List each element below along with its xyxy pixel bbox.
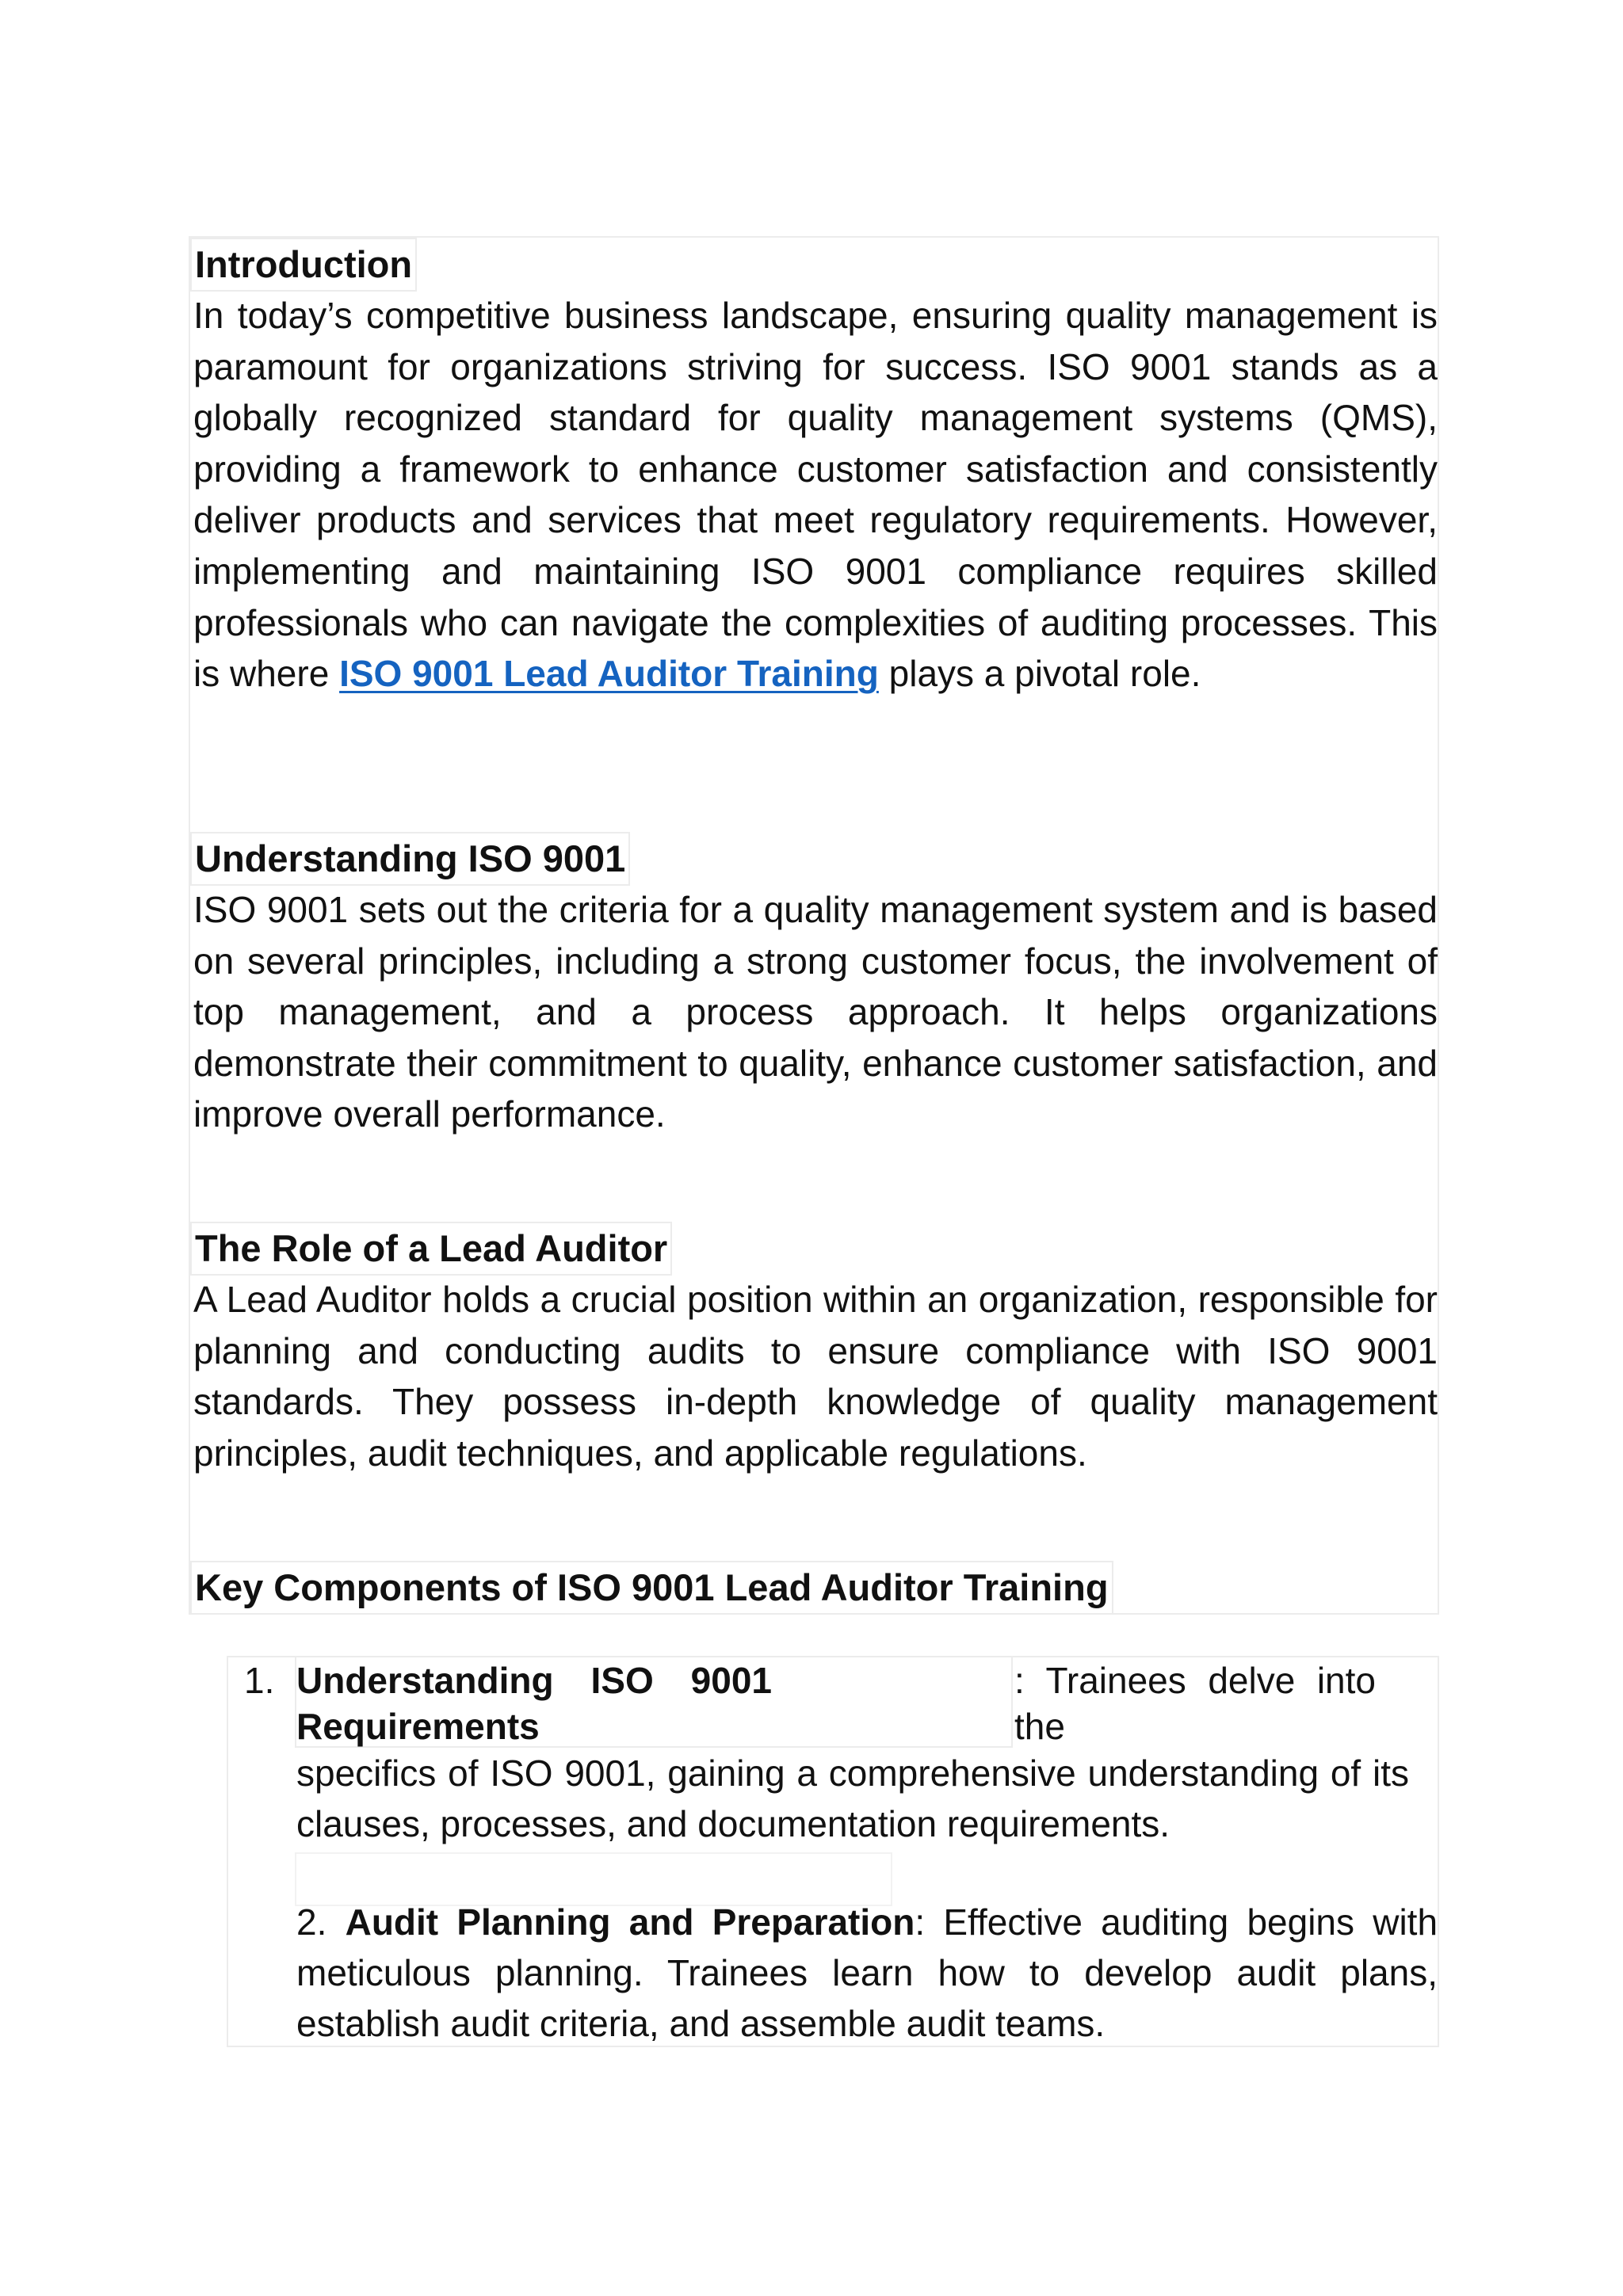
- list-item-title: Audit Planning and Preparation: [345, 1901, 915, 1943]
- introduction-heading: Introduction: [190, 238, 417, 292]
- list-item-lead-in: : Trainees delve into the: [1014, 1660, 1376, 1747]
- iso-9001-lead-auditor-training-link[interactable]: ISO 9001 Lead Auditor Training: [339, 653, 879, 695]
- list-item-number: 1.: [244, 1660, 275, 1701]
- key-components-heading: Key Components of ISO 9001 Lead Auditor Training: [190, 1561, 1113, 1615]
- list-item-body: specifics of ISO 9001, gaining a comprehensive understanding of its clauses, processes, and documentation requirements.: [296, 1753, 1409, 1844]
- introduction-paragraph: In today’s competitive business landscape, ensuring quality management is paramount for organizations striving for success. ISO 9001 stands as a globally recognized standard for quality management systems (QMS), providing a framework to enhance customer satisfaction and consistently deliver products and services that meet regulatory requirements. However, implementing and maintaining ISO 9001 compliance requires skilled professionals who can navigate the complexities of auditing processes. This is where ISO 9001 Lead Auditor Training plays a pivotal role.: [193, 295, 1438, 695]
- understanding-heading: Understanding ISO 9001: [190, 832, 630, 886]
- role-heading: The Role of a Lead Auditor: [190, 1222, 672, 1276]
- list-item-title: Understanding ISO 9001 Requirements: [296, 1660, 772, 1747]
- role-paragraph: A Lead Auditor holds a crucial position within an organization, responsible for planning and conducting audits to ensure compliance with ISO 9001 standards. They possess in-depth knowledge of quality management principles, audit techniques, and applicable regulations.: [193, 1279, 1438, 1474]
- understanding-paragraph: ISO 9001 sets out the criteria for a quality management system and is based on several principles, including a strong customer focus, the involvement of top management, and a process approach. It helps organizations demonstrate their commitment to quality, enhance customer satisfaction, and improve overall performance.: [193, 889, 1438, 1135]
- list-item-2: 2. Audit Planning and Preparation: Effective auditing begins with meticulous planning. Trainees learn how to develop audit plans, establish audit criteria, and assemble audit teams.: [296, 1901, 1438, 2044]
